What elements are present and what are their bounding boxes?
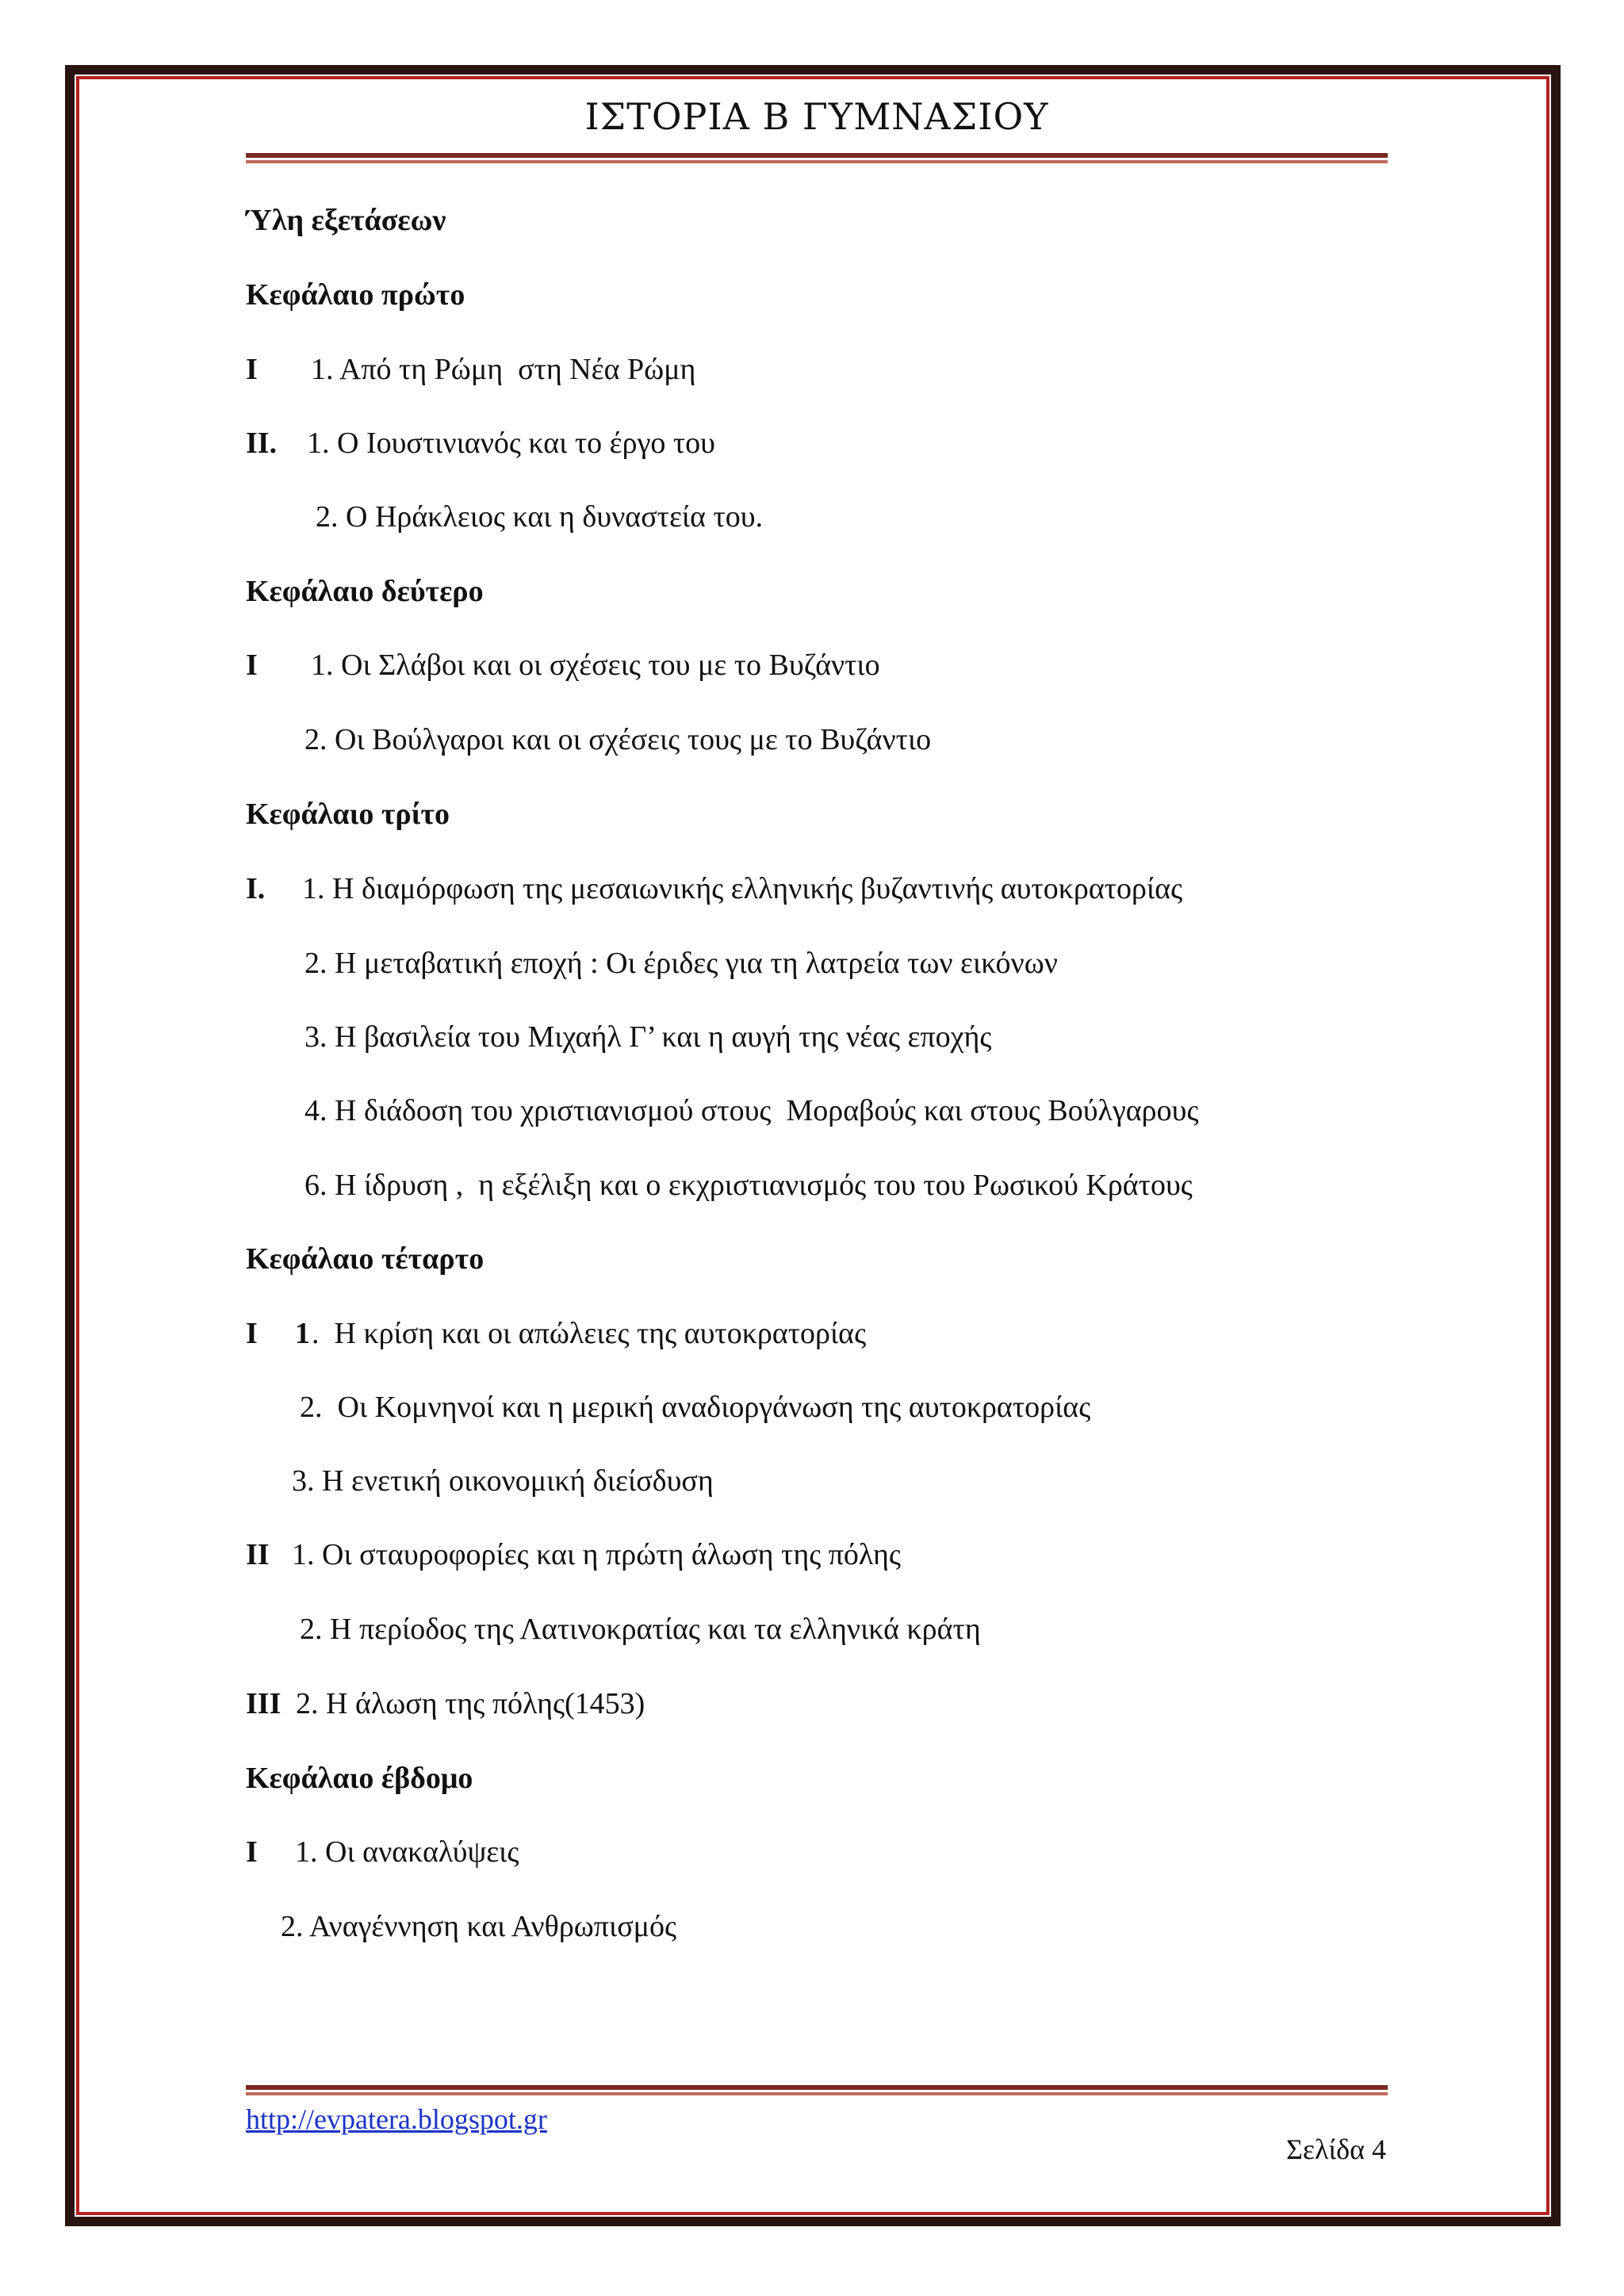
lesson-item: 3. Η βασιλεία του Μιχαήλ Γ’ και η αυγή της νέας εποχής (304, 1020, 992, 1054)
lesson-item: 1. Από τη Ρώμη στη Νέα Ρώμη (311, 353, 696, 386)
lesson-item: 1. Η διαμόρφωση της μεσαιωνικής ελληνικής βυζαντινής αυτοκρατορίας (302, 872, 1183, 905)
lesson-item: 1. Οι ανακαλύψεις (295, 1835, 519, 1869)
section-numeral: ΙΙ (246, 1538, 270, 1571)
lesson-item: 1. Οι σταυροφορίες και η πρώτη άλωση της πόλης (292, 1538, 901, 1571)
lesson-item: 2. Αναγέννηση και Ανθρωπισμός (281, 1910, 677, 1943)
header-rule (246, 153, 1388, 163)
chapter-heading: Κεφάλαιο πρώτο (246, 278, 465, 312)
lesson-item: 1. Οι Σλάβοι και οι σχέσεις του με το Βυζάντιο (311, 649, 880, 682)
section-numeral: Ι (246, 649, 258, 682)
lesson-item: 2. Οι Κομνηνοί και η μερική αναδιοργάνωση της αυτοκρατορίας (300, 1391, 1091, 1424)
page-border-inner (76, 76, 1549, 2215)
lesson-item: 2. Οι Βούλγαροι και οι σχέσεις τους με το Βυζάντιο (304, 723, 932, 756)
lesson-number: 1 (295, 1317, 310, 1350)
page-number: Σελίδα 4 (1285, 2133, 1386, 2165)
footer-rule (246, 2085, 1388, 2095)
lesson-item: 2. Η άλωση της πόλης(1453) (296, 1687, 645, 1720)
section-numeral: ΙΙΙ (246, 1687, 282, 1720)
section-numeral: Ι (246, 353, 258, 386)
chapter-heading: Κεφάλαιο τέταρτο (246, 1242, 485, 1276)
lesson-item: 2. Η μεταβατική εποχή : Οι έριδες για τη λατρεία των εικόνων (304, 947, 1058, 980)
lesson-item: 6. Η ίδρυση , η εξέλιξη και ο εκχριστιανισμός του του Ρωσικού Κράτους (304, 1169, 1193, 1202)
lesson-item: . Η κρίση και οι απώλειες της αυτοκρατορίας (312, 1317, 867, 1350)
section-numeral: Ι (246, 1835, 258, 1869)
footer-link[interactable]: http://evpatera.blogspot.gr (246, 2103, 547, 2135)
section-numeral: Ι (246, 1317, 258, 1350)
chapter-heading: Κεφάλαιο τρίτο (246, 798, 450, 831)
chapter-heading: Κεφάλαιο δεύτερο (246, 575, 484, 608)
lesson-item: 2. Ο Ηράκλειος και η δυναστεία του. (316, 500, 764, 534)
lesson-item: 4. Η διάδοση του χριστιανισμού στους Μοραβούς και στους Βούλγαρους (304, 1094, 1199, 1127)
lesson-item: 3. Η ενετική οικονομική διείσδυση (292, 1464, 714, 1498)
syllabus-heading: Ύλη εξετάσεων (246, 204, 446, 237)
page-header-title: ΙΣΤΟΡΙΑ Β ΓΥΜΝΑΣΙΟΥ (584, 95, 1049, 138)
chapter-heading: Κεφάλαιο έβδομο (246, 1762, 473, 1795)
section-numeral: ΙΙ. (246, 427, 278, 460)
lesson-item: 1. Ο Ιουστινιανός και το έργο του (307, 427, 715, 460)
section-numeral: Ι. (246, 872, 266, 905)
lesson-item: 2. Η περίοδος της Λατινοκρατίας και τα ελληνικά κράτη (300, 1613, 981, 1646)
